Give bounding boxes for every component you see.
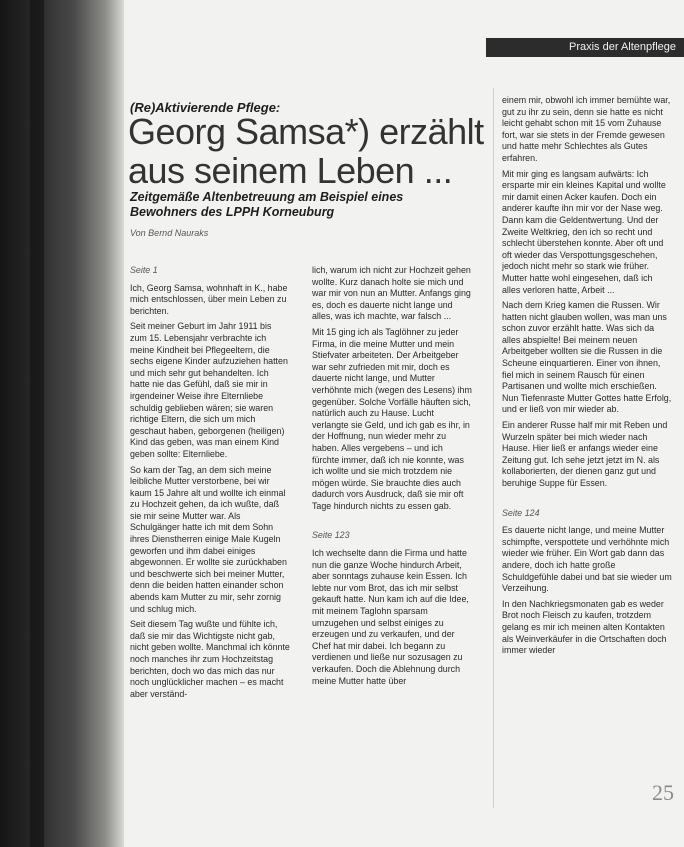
article-kicker: (Re)Aktivierende Pflege: [130,100,281,115]
spacer [502,494,672,508]
text-column-3 [502,95,672,661]
paragraph: lich, warum ich nicht zur Hochzeit gehen wollte. Kurz danach holte sie mich und war mir von nun an Mutter. Anfangs ging es, doch es dauerte nicht lange und alles, was ich machte, war falsch ... [312,265,471,322]
spacer [312,516,472,530]
paragraph: Seit meiner Geburt im Jahr 1911 bis zum 15. Lebensjahr verbrachte ich meine Kindheit bei Pflegeeltern, die sechs eigene Kinder aufzuziehen hatten und mich sehr gut behandelten. Ich hatte nie das Gefühl, daß sie mir in irgendeiner Weise ihre Elternliebe schuldig geblieben wären; sie waren richtige Eltern, die sich um mich geschaut haben, geborgenen (heiligen) Kind das geben, was man einem Kind geben sollte: Elternliebe. [130,321,288,459]
binding-streak [30,0,44,847]
article-title: Georg Samsa*) erzählt aus seinem Leben ... [128,111,484,191]
paragraph: Mit 15 ging ich als Taglöhner zu jeder Firma, in die meine Mutter und mein Stiefvater arbeiteten. Der Arbeitgeber war sehr zufrieden mit mir, doch es dauerte nicht lange, und Mutter verhöhnte mich (wegen des Lesens) ihm gegenüber. Solche Vorfälle häuften sich, natürlich auch zu Hause. Lucht verlangte sie Geld, und ich gab es ihr, in der Hoffnung, nun wieder mehr zu haben. Alles vergebens – und ich fürchte immer, daß ich nie konnte, was ich wollte und sie mich trotzdem nie mögen würde. Sie brauchte dies auch dadurch vors Ausdruck, daß sie mir oft Tage hindurch nichts zu essen gab. [312,326,472,511]
paragraph: Ein anderer Russe half mir mit Reben und Wurzeln später bei mich wieder nach Hause. Hier ließ er anfangs wieder eine Zeitung gut. Ich sehe jetzt jetzt im N. als kollaborierten, der dienen ganz gut und beruhige Suppe für Essen. [502,420,668,488]
paragraph: Es dauerte nicht lange, und meine Mutter schimpfte, verspottete und verhöhnte mich wieder wie früher. Ein Wort gab dann das andere, doch ich hatte große Schuldgefühle dabei und bat sie wieder um Verzeihung. [502,525,672,594]
paragraph: So kam der Tag, an dem sich meine leibliche Mutter verstorbene, bei wir kaum 15 Jahre alt und wollte ich einmal zu Hochzeit gehen, da ich wußte, daß sie mir seine Mutter war. Als Schulgänger hatte ich mit dem Sohn ihres Dienstherren einige Male Kugeln geworfen und ihm dabei einiges abgewonnen. Er wollte sie zurückhaben und beschwerte sich bei meiner Mutter, denn die beiden hatten einander schon abends kam Mutter zu mir, sehr zornig und schlug mich. [130,464,287,614]
paragraph: einem mir, obwohl ich immer bemühte war, gut zu ihr zu sein, denn sie hatte es nicht leicht gehabt schon mit 15 vom Zuhause fort, war sie stets in der Fremde gewesen und hatte mehr Schlechtes als Gutes erfahren. [502,95,671,163]
page-number: 25 [652,780,674,805]
paragraph: In den Nachkriegsmonaten gab es weder Brot noch Fleisch zu kaufen, trotzdem gelang es mir ich meinen alten Kontakten als Weinverkäufer in die Ortschaften doch immer wieder [502,598,667,656]
article-subtitle: Zeitgemäße Altenbetreuung am Beispiel eines Bewohners des LPPH Korneuburg [130,190,404,219]
article-author: Von Bernd Nauraks [130,228,209,238]
paragraph: Mit mir ging es langsam aufwärts: Ich ersparte mir ein kleines Kapital und wollte mir damit einen Acker kaufen. Doch ein anderer kaufte ihn mir vor der Nase weg. Dann kam die Geldentwertung. Und der Zweite Weltkrieg, den ich so recht und schlecht überstehen konnte. Aber oft und oft wieder das Verspottungsgeschehen, jedoch nicht mehr so stark wie früher. Mutter hatte wohl eingesehen, daß ich alles verloren hatte, Arbeit ... [502,168,666,295]
column-heading: Seite 124 [502,507,540,518]
paragraph: Seit diesem Tag wußte und fühlte ich, daß sie mir das Wichtigste nicht gab, nicht geben wollte. Manchmal ich könnte noch manches ihr zum Hochzeitstag berichten, doch wo das mich das nur noch unglücklicher machen – es macht aber verständ- [130,619,290,699]
paragraph: Ich wechselte dann die Firma und hatte nun die ganze Woche hindurch Arbeit, aber sonntags zuhause kein Essen. Ich lebte nur vom Brot, das ich mir selbst gekauft hatte. Nun kam ich auf die Idee, mit meinem Taglohn sparsam umzugehen und selbst einiges zu erzeugen und zu verkaufen, und der Chef hat mir dabei. Ich begann zu verdienen und ließe nur sozusagen zu verkaufen. Doch die Ablehnung durch meine Mutter hatte über [312,548,469,686]
column-divider [493,88,494,808]
paragraph: Ich, Georg Samsa, wohnhaft in K., habe mich entschlossen, über mein Leben zu berichten. [130,282,288,316]
column-heading: Seite 123 [312,530,350,541]
page-binding-shadow [0,0,124,847]
section-header: Praxis der Altenpflege [486,38,684,57]
text-column-1 [130,265,290,704]
paragraph: Nach dem Krieg kamen die Russen. Wir hatten nicht glauben wollen, was man uns schon zuvor erzählt hatte. Was sich da alles abspielte! Bei meinem neuen Arbeitgeber wollten sie die Russen in die Scheune einquartieren. Einer von ihnen, fiel mich in seinem Rausch für einen Partisanen und wollte mich erschießen. Nun Tiefenraste Mutter Gottes hatte Erfolg, und er ließ von mir wieder ab. [502,300,672,415]
column-heading: Seite 1 [130,265,158,275]
text-column-2 [312,265,472,691]
